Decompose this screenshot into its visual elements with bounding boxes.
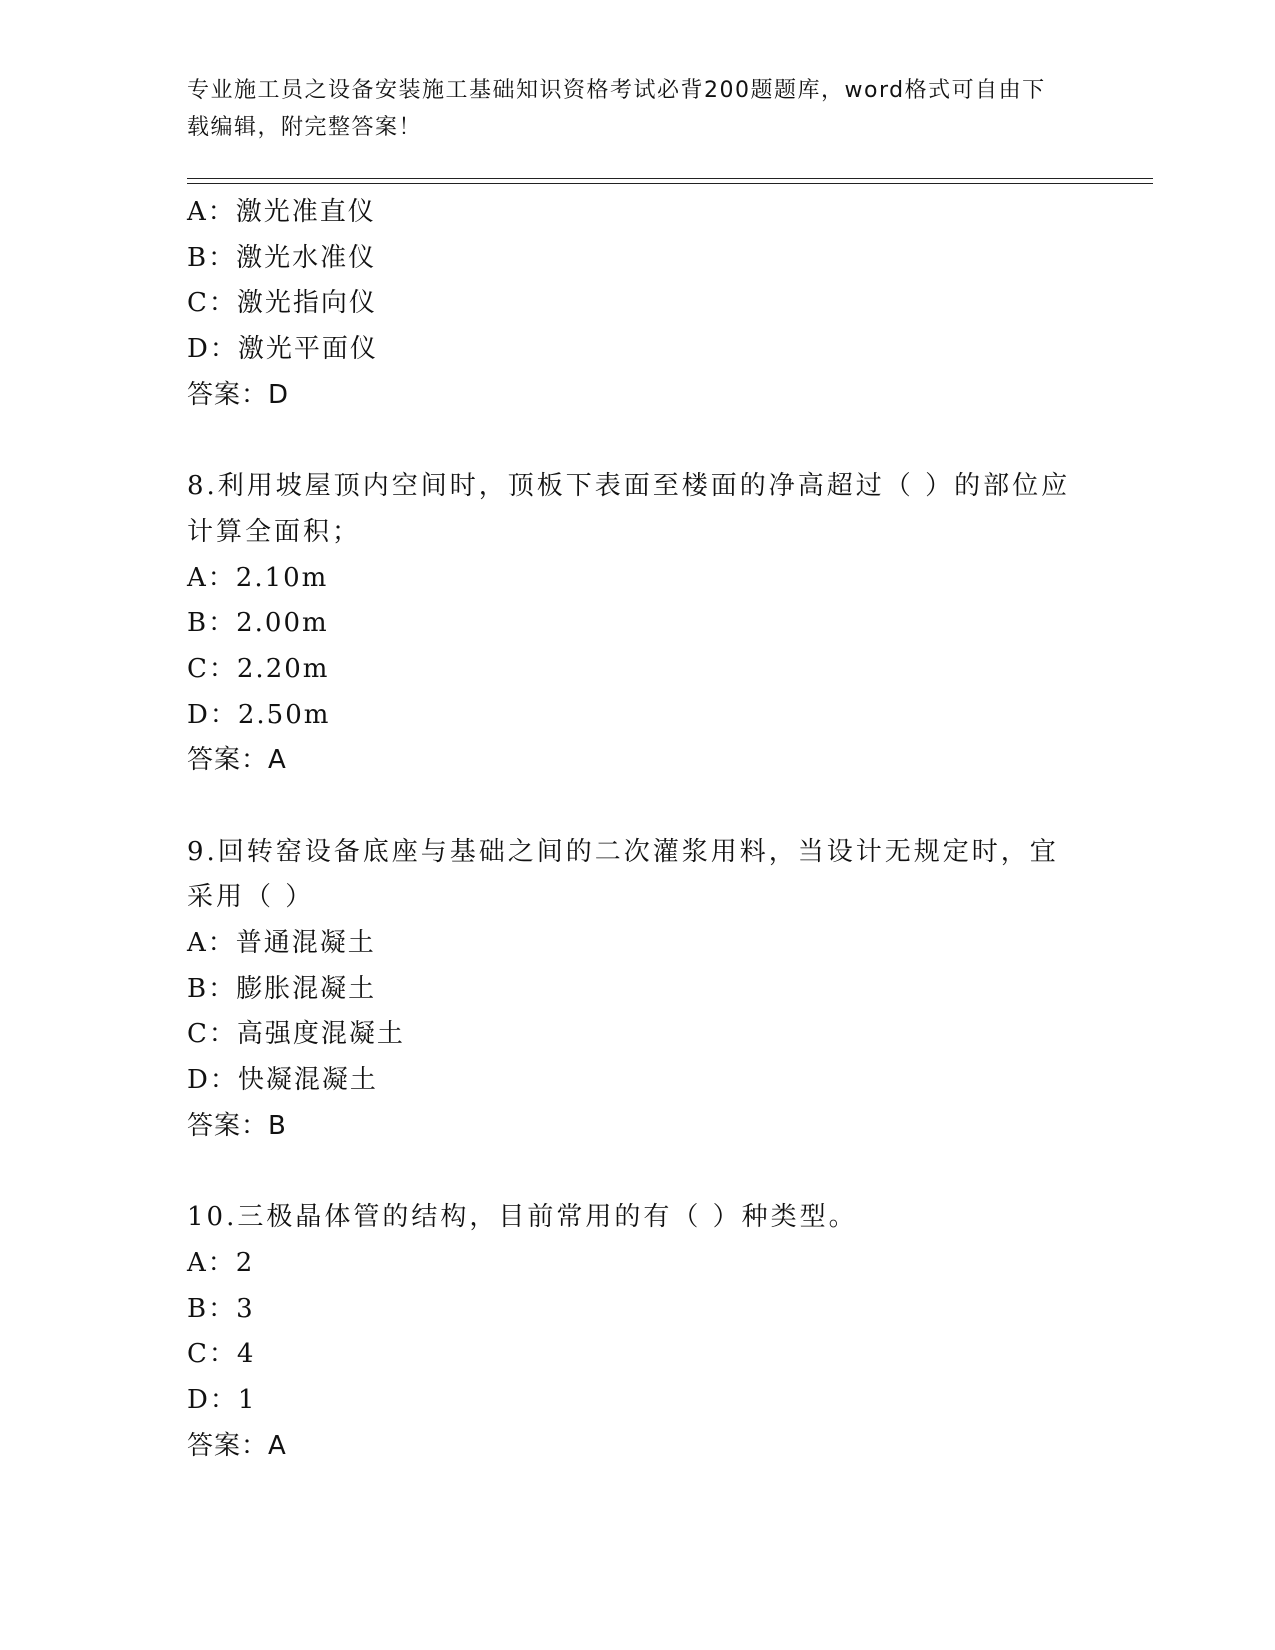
option-d: D：2.50m bbox=[187, 699, 331, 730]
question-stem-line-2: 采用（ ） bbox=[187, 882, 315, 913]
option-b: B：2.00m bbox=[187, 608, 329, 639]
option-a: A：2 bbox=[187, 1247, 255, 1278]
option-d: D：快凝混凝土 bbox=[187, 1065, 378, 1096]
option-b: B：膨胀混凝土 bbox=[187, 973, 377, 1004]
option-c: C：激光指向仪 bbox=[187, 288, 377, 319]
option-b: B：3 bbox=[187, 1293, 255, 1324]
answer: 答案：A bbox=[187, 745, 287, 776]
answer: 答案：B bbox=[187, 1110, 287, 1141]
question-8 bbox=[187, 464, 1087, 784]
answer: 答案：A bbox=[187, 1430, 287, 1461]
answer: 答案：D bbox=[187, 379, 290, 410]
header-divider-bottom bbox=[187, 183, 1153, 184]
option-d: D：激光平面仪 bbox=[187, 334, 378, 365]
spacer bbox=[187, 784, 1087, 830]
question-list bbox=[187, 190, 1087, 1469]
option-a: A：普通混凝土 bbox=[187, 928, 376, 958]
option-b: B：激光水准仪 bbox=[187, 242, 377, 273]
option-c: C：4 bbox=[187, 1339, 256, 1370]
question-7 bbox=[187, 190, 1087, 418]
spacer bbox=[187, 1149, 1087, 1195]
option-a: A：2.10m bbox=[187, 562, 329, 593]
question-10 bbox=[187, 1195, 1087, 1469]
question-stem-line-1: 9.回转窑设备底座与基础之间的二次灌浆用料，当设计无规定时，宜 bbox=[187, 836, 1059, 867]
question-9 bbox=[187, 830, 1087, 1150]
option-c: C：高强度混凝土 bbox=[187, 1019, 405, 1050]
option-c: C：2.20m bbox=[187, 653, 330, 684]
document-header: 专业施工员之设备安装施工基础知识资格考试必背200题题库，word格式可自由下载编辑，附完整答案！ bbox=[187, 78, 1046, 140]
question-stem-line-1: 8.利用坡屋顶内空间时，顶板下表面至楼面的净高超过（ ）的部位应 bbox=[187, 471, 1071, 502]
option-d: D：1 bbox=[187, 1384, 257, 1415]
spacer bbox=[187, 418, 1087, 464]
question-stem-line-2: 计算全面积； bbox=[187, 516, 362, 547]
question-stem-line-1: 10.三极晶体管的结构，目前常用的有（ ）种类型。 bbox=[187, 1202, 858, 1233]
header-divider-top bbox=[187, 178, 1153, 179]
option-a: A：激光准直仪 bbox=[187, 197, 376, 227]
